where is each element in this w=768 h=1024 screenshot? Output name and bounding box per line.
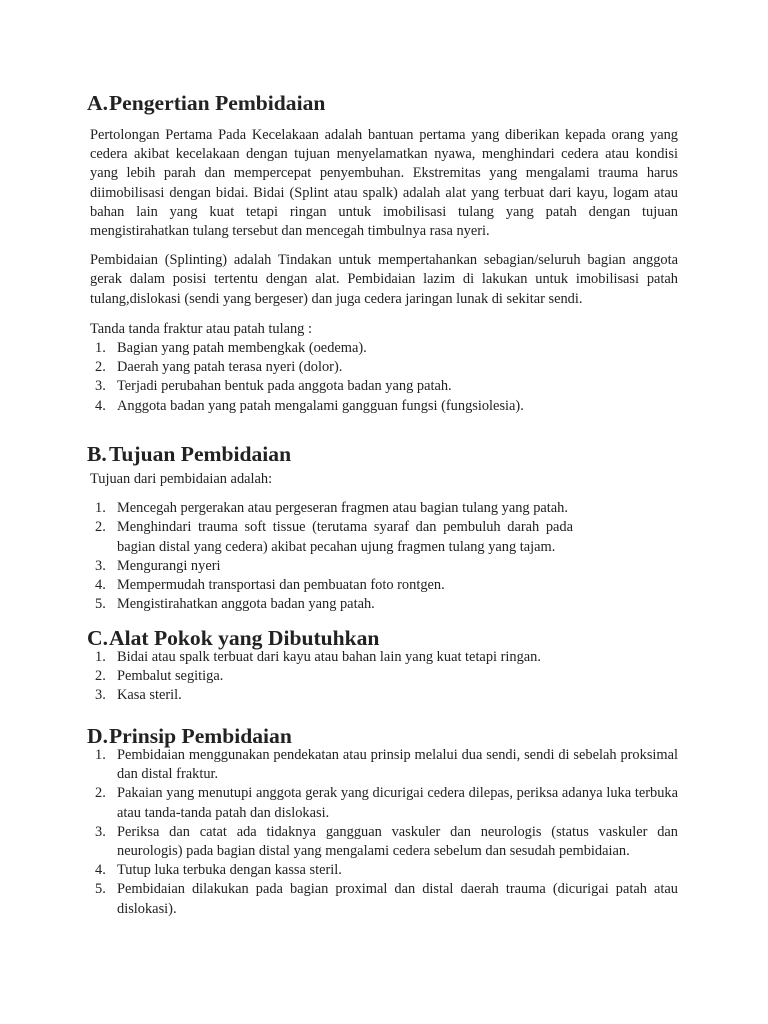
list-item	[87, 880, 678, 918]
list-item-text: Periksa dan catat ada tidaknya gangguan vaskuler dan neurologis (status vaskuler dan neurologis) pada bagian distal yang mengalami cedera sebelum dan sesudah pembidaian.	[117, 823, 678, 860]
list-number: 4.	[95, 577, 106, 594]
paragraph: Pertolongan Pertama Pada Kecelakaan adalah bantuan pertama yang diberikan kepada orang yang cedera akibat kecelakaan dengan tujuan menyelamatkan nyawa, menghindari cedera atau kondisi yang lebih parah dan mempercepat penyembuhan. Ekstremitas yang mengalami trauma harus diimobilisasi dengan bidai. Bidai (Splint atau spalk) adalah alat yang terbuat dari kayu, logam atau bahan lain yang kuat tetapi ringan untuk imobilisasi tulang yang patah dengan tujuan mengistirahatkan tulang tersebut dan mencegah timbulnya rasa nyeri.	[90, 127, 678, 240]
list-item-text: Mempermudah transportasi dan pembuatan foto rontgen.	[117, 577, 445, 594]
list-item	[87, 648, 678, 667]
list-item-text: Pakaian yang menutupi anggota gerak yang dicurigai cedera dilepas, periksa adanya luka terbuka atau tanda-tanda patah dan dislokasi.	[117, 785, 678, 821]
list-number: 1.	[95, 649, 106, 665]
list-item-text: Bagian yang patah membengkak (oedema).	[117, 340, 367, 357]
list-item-text: Anggota badan yang patah mengalami gangguan fungsi (fungsiolesia).	[117, 397, 524, 414]
list-intro: Tujuan dari pembidaian adalah:	[90, 471, 273, 487]
section-c	[87, 626, 678, 706]
section-letter: A.	[87, 91, 108, 115]
list-number: 5.	[95, 881, 106, 898]
list-number: 2.	[95, 359, 106, 376]
list-number: 3.	[95, 823, 106, 840]
list-number: 2.	[95, 785, 106, 802]
list-item	[87, 499, 678, 518]
list-item-text: Pembalut segitiga.	[117, 668, 224, 685]
section-heading	[87, 442, 678, 466]
section-title: Tujuan Pembidaian	[109, 442, 292, 466]
section-letter: B.	[87, 442, 107, 466]
list-item	[87, 595, 678, 614]
list-item-text: Kasa steril.	[117, 687, 182, 704]
list-number: 3.	[95, 687, 106, 704]
numbered-list	[87, 648, 678, 706]
list-item	[87, 397, 678, 416]
list-item	[87, 667, 678, 686]
section-letter: C.	[87, 626, 108, 650]
section-heading	[87, 626, 678, 650]
numbered-list	[87, 499, 678, 614]
list-item	[87, 746, 678, 784]
numbered-list	[87, 339, 678, 416]
list-item-text: Pembidaian dilakukan pada bagian proximal dan distal daerah trauma (dicurigai patah atau dislokasi).	[117, 881, 678, 917]
list-number: 2.	[95, 519, 106, 536]
section-a	[87, 91, 678, 416]
list-item-text: Menghindari trauma soft tissue (terutama syaraf dan pembuluh darah pada bagian distal yang cedera) akibat pecahan ujung fragmen tulang yang tajam.	[117, 519, 573, 555]
list-number: 1.	[95, 500, 106, 517]
list-number: 3.	[95, 557, 106, 574]
list-number: 1.	[95, 340, 106, 357]
section-d	[87, 724, 678, 919]
section-title: Pengertian Pembidaian	[109, 91, 326, 115]
list-item-text: Mengistirahatkan anggota badan yang patah.	[117, 596, 375, 613]
list-item	[87, 358, 678, 377]
list-item	[87, 784, 678, 822]
list-item	[87, 377, 678, 396]
list-number: 1.	[95, 747, 106, 763]
section-heading	[87, 91, 678, 115]
paragraph: Pembidaian (Splinting) adalah Tindakan untuk mempertahankan sebagian/seluruh bagian anggota gerak dalam posisi tertentu dengan alat. Pembidaian lazim di lakukan untuk imobilisasi patah tulang,dislokasi (sendi yang bergeser) dan juga cedera jaringan lunak di sekitar sendi.	[90, 252, 678, 307]
list-item-text: Pembidaian menggunakan pendekatan atau prinsip melalui dua sendi, sendi di sebelah proksimal dan distal fraktur.	[117, 747, 678, 783]
list-item-text: Mengurangi nyeri	[117, 557, 221, 574]
list-intro: Tanda tanda fraktur atau patah tulang :	[90, 320, 312, 337]
list-item-text: Daerah yang patah terasa nyeri (dolor).	[117, 359, 343, 376]
list-number: 4.	[95, 862, 106, 879]
list-item	[87, 861, 678, 880]
list-item-text: Tutup luka terbuka dengan kassa steril.	[117, 862, 342, 879]
list-number: 4.	[95, 397, 106, 414]
section-heading	[87, 724, 678, 748]
list-item	[87, 576, 678, 595]
list-item	[87, 339, 678, 358]
list-item	[87, 686, 678, 705]
list-item	[87, 518, 678, 556]
section-title: Prinsip Pembidaian	[109, 724, 292, 748]
list-number: 3.	[95, 378, 106, 395]
section-title: Alat Pokok yang Dibutuhkan	[109, 626, 380, 650]
list-item	[87, 557, 678, 576]
section-letter: D.	[87, 724, 108, 748]
numbered-list	[87, 746, 678, 919]
list-item-text: Bidai atau spalk terbuat dari kayu atau bahan lain yang kuat tetapi ringan.	[117, 649, 541, 665]
list-item	[87, 823, 678, 861]
list-number: 5.	[95, 596, 106, 613]
section-b	[87, 442, 678, 614]
list-item-text: Terjadi perubahan bentuk pada anggota badan yang patah.	[117, 378, 452, 395]
list-item-text: Mencegah pergerakan atau pergeseran fragmen atau bagian tulang yang patah.	[117, 500, 568, 517]
list-number: 2.	[95, 668, 106, 685]
